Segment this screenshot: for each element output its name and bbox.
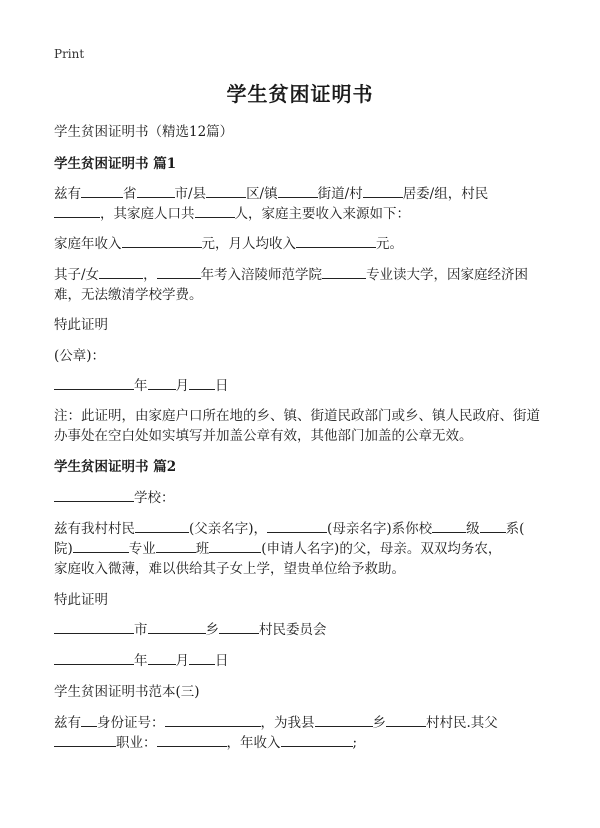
text: 级 — [466, 521, 480, 537]
section1-line3 — [54, 232, 403, 252]
section1-line4 — [54, 263, 528, 283]
text: ，为我县 — [260, 715, 315, 731]
section1-note-line2: 办事处在空白处如实填写并加盖公章有效，其他部门加盖的公章无效。 — [54, 428, 473, 444]
section2-village-line — [54, 618, 327, 638]
fill-blank — [54, 619, 134, 634]
section1-date — [54, 374, 229, 394]
text: (母亲名字)系你校 — [327, 521, 433, 537]
section1-seal: (公章)： — [54, 348, 106, 364]
text: 乡 — [372, 715, 386, 731]
fill-blank — [363, 183, 403, 198]
fill-blank — [219, 619, 259, 634]
text: 元。 — [376, 236, 403, 252]
fill-blank — [135, 518, 189, 533]
section3-line1 — [54, 711, 498, 731]
fill-blank — [296, 233, 376, 248]
text: 市/县 — [174, 186, 207, 202]
text: 年 — [134, 653, 148, 669]
text: 居委/组，村民 — [402, 186, 489, 202]
fill-blank — [322, 264, 366, 279]
section3-heading: 学生贫困证明书范本(三) — [54, 684, 200, 700]
section1-line5: 难，无法缴清学校学费。 — [54, 287, 203, 303]
fill-blank — [189, 375, 215, 390]
text: (父亲名字)， — [189, 521, 268, 537]
fill-blank — [122, 233, 202, 248]
section2-line3: 家庭收入微薄，难以供给其子女上学，望贵单位给予救助。 — [54, 561, 405, 577]
text: 区/镇 — [246, 186, 278, 202]
section2-line2 — [54, 537, 501, 557]
fill-blank — [54, 375, 134, 390]
fill-blank — [54, 487, 134, 502]
section2-certify: 特此证明 — [54, 592, 108, 608]
fill-blank — [189, 650, 215, 665]
text: 系( — [505, 521, 525, 537]
section2-date — [54, 649, 229, 669]
document-title: 学生贫困证明书 — [226, 82, 374, 106]
text: 乡 — [205, 622, 219, 638]
fill-blank — [81, 183, 123, 198]
fill-blank — [148, 375, 176, 390]
fill-blank — [137, 183, 175, 198]
text: ，其家庭人口共 — [100, 206, 195, 222]
section1-line1 — [54, 182, 488, 202]
section2-school — [54, 486, 175, 506]
fill-blank — [54, 732, 116, 747]
text: 日 — [215, 378, 229, 394]
fill-blank — [281, 732, 353, 747]
fill-blank — [148, 619, 206, 634]
section1-heading: 学生贫困证明书 篇1 — [54, 156, 177, 172]
text: 年 — [134, 378, 148, 394]
text: ，年收入 — [226, 735, 281, 751]
print-label: Print — [54, 47, 85, 61]
text: 班 — [195, 541, 210, 557]
text: 兹有 — [54, 186, 81, 202]
fill-blank — [209, 538, 261, 553]
text: 元，月人均收入 — [201, 236, 296, 252]
document-subtitle: 学生贫困证明书（精选12篇） — [54, 124, 234, 140]
section3-line2 — [54, 731, 357, 751]
text: 月 — [175, 653, 189, 669]
fill-blank — [267, 518, 327, 533]
text: 兹有 — [54, 715, 81, 731]
text: 月 — [175, 378, 189, 394]
fill-blank — [54, 650, 134, 665]
text: 身份证号： — [97, 715, 165, 731]
text: 其子/女 — [54, 267, 100, 283]
section1-note-line1: 注：此证明，由家庭户口所在地的乡、镇、街道民政部门或乡、镇人民政府、街道 — [54, 408, 540, 424]
fill-blank — [81, 712, 97, 727]
text: 学校： — [134, 490, 175, 506]
text: 兹有我村村民 — [54, 521, 135, 537]
text: 市 — [134, 622, 148, 638]
text: 专业读大学，因家庭经济困 — [366, 267, 529, 283]
text: 年考入涪陵师范学院 — [200, 267, 323, 283]
fill-blank — [206, 183, 246, 198]
text: 人，家庭主要收入来源如下： — [234, 206, 410, 222]
fill-blank — [315, 712, 373, 727]
fill-blank — [54, 203, 100, 218]
text: 省 — [123, 186, 137, 202]
fill-blank — [157, 732, 227, 747]
text: 家庭年收入 — [54, 236, 122, 252]
text: 日 — [215, 653, 229, 669]
text: ; — [352, 735, 358, 751]
fill-blank — [148, 650, 176, 665]
section2-line1 — [54, 517, 524, 537]
text: 院) — [54, 541, 73, 557]
fill-blank — [432, 518, 466, 533]
text: 街道/村 — [317, 186, 363, 202]
section1-line2 — [54, 202, 410, 222]
fill-blank — [165, 712, 261, 727]
text: 村民委员会 — [259, 622, 327, 638]
section2-heading: 学生贫困证明书 篇2 — [54, 459, 177, 475]
text: 专业 — [128, 541, 156, 557]
fill-blank — [157, 264, 201, 279]
fill-blank — [480, 518, 506, 533]
fill-blank — [278, 183, 318, 198]
fill-blank — [156, 538, 196, 553]
fill-blank — [386, 712, 426, 727]
text: 村村民.其父 — [426, 715, 498, 731]
section1-certify: 特此证明 — [54, 317, 108, 333]
text: 职业： — [116, 735, 157, 751]
fill-blank — [195, 203, 235, 218]
fill-blank — [99, 264, 143, 279]
text: (申请人名字)的父，母亲。双双均务农， — [261, 541, 502, 557]
fill-blank — [73, 538, 129, 553]
text: ， — [143, 267, 157, 283]
